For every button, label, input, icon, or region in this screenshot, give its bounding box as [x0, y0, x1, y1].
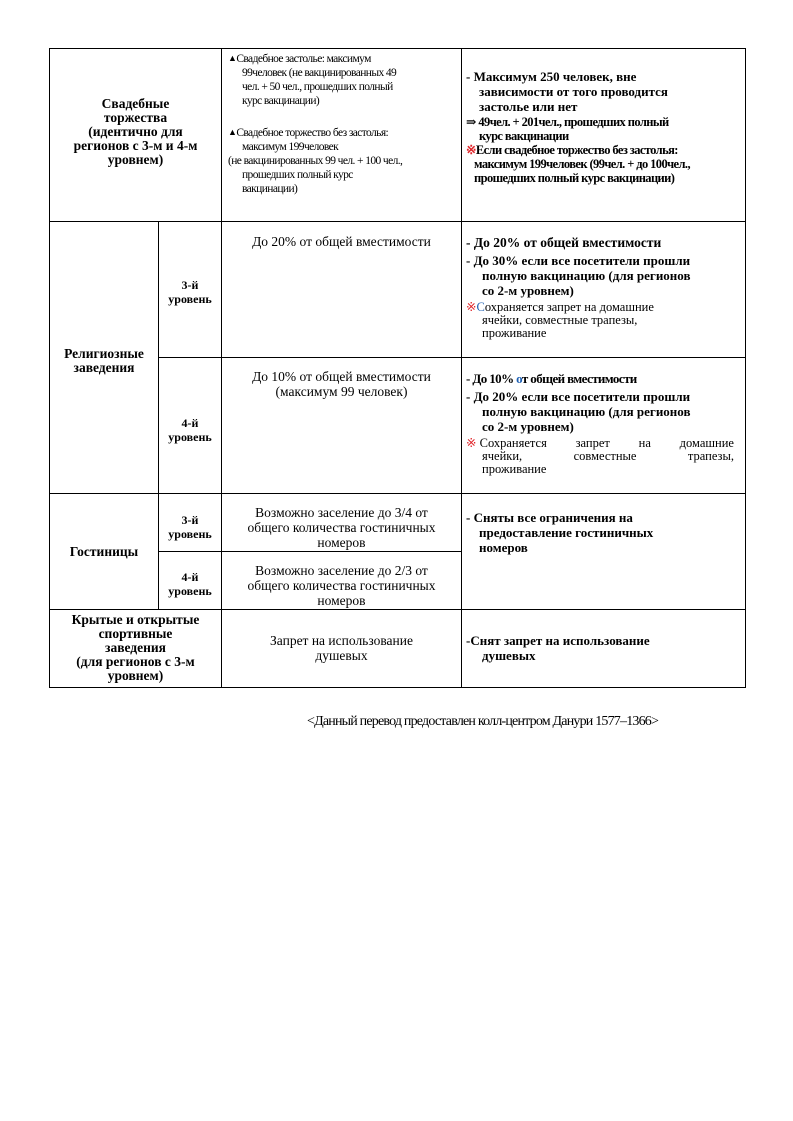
sports-new: -Снят запрет на использование душевых	[466, 633, 650, 663]
hotels-level3-current: Возможно заселение до 3/4 от общего количества гостиничных номеров	[247, 505, 436, 550]
hotels-category: Гостиницы	[69, 544, 139, 559]
religious-level3-label: 3-й уровень	[168, 278, 212, 306]
hotels-level4-label: 4-й уровень	[168, 570, 212, 598]
hotels-level4-current: Возможно заселение до 2/3 от общего количества гостиничных номеров	[247, 563, 436, 608]
sports-current: Запрет на использование душевых	[270, 633, 413, 663]
religious-level4-current: До 10% от общей вместимости (максимум 99 человек)	[252, 369, 431, 399]
translation-footer: <Данный перевод предоставлен колл-центром Данури 1577–1366>	[307, 714, 659, 729]
reference-mark-icon: ※	[466, 436, 477, 450]
wedding-current-rules: ▲Свадебное застолье: максимум 99человек (не вакцинированных 49 чел. + 50 чел., прошедших полный курс вакцинации) ▲Свадебное торжество без застолья: максимум 199человек (не вакцинированных 99 чел. + 100 чел., прошедших полный курс вакцинации)	[228, 53, 403, 195]
religious-level3-current: До 20% от общей вместимости	[252, 234, 431, 249]
sports-category: Крытые и открытые спортивные заведения (для регионов с 3-м уровнем)	[71, 612, 200, 683]
hotels-new-rules: - Сняты все ограничения на предоставление гостиничных номеров	[466, 510, 654, 555]
reference-mark-icon: ※	[466, 300, 477, 314]
triangle-up-icon: ▲	[228, 53, 237, 63]
religious-category: Религиозные заведения	[64, 346, 144, 375]
triangle-up-icon: ▲	[228, 127, 237, 137]
religious-level4-label: 4-й уровень	[168, 416, 212, 444]
reference-mark-icon: ※	[466, 143, 476, 157]
wedding-new-rules: - Максимум 250 человек, вне зависимости от того проводится застолье или нет ⇒ 49чел. + 201чел., прошедших полный курс вакцинации ※Если свадебное торжество без застолья: максимум 199человек (99чел. + до 100чел., прошедших полный курс вакцинации)	[466, 69, 690, 185]
wedding-category: Свадебные торжества (идентично для регионов с 3-м и 4-м уровнем)	[73, 96, 198, 167]
religious-level4-new: - До 10% от общей вместимости - До 20% если все посетители прошли полную вакцинацию (для регионов со 2-м уровнем) ※ Сохраняется запрет на домашние ячейки, совместные трапезы, проживание	[466, 371, 734, 476]
religious-level3-new: - До 20% от общей вместимости - До 30% если все посетители прошли полную вакцинацию (для регионов со 2-м уровнем) ※Сохраняется запрет на домашние ячейки, совместные трапезы, проживание	[466, 235, 691, 340]
hotels-level3-label: 3-й уровень	[168, 513, 212, 541]
